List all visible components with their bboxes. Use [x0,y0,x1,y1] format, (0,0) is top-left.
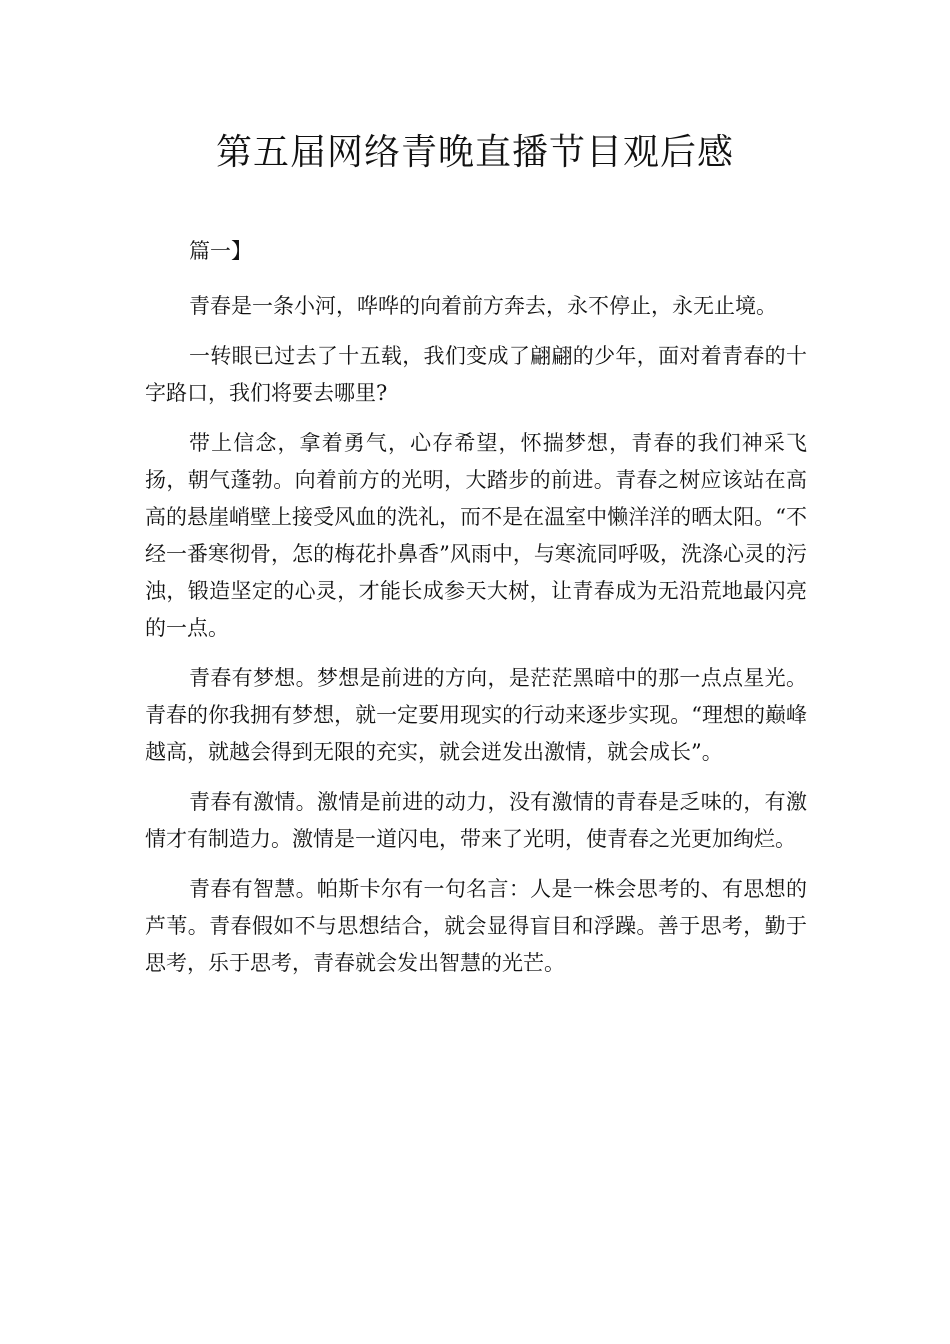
paragraph: 青春有智慧。帕斯卡尔有一句名言：人是一株会思考的、有思想的芦苇。青春假如不与思想结合，就会显得盲目和浮躁。善于思考，勤于思考，乐于思考，青春就会发出智慧的光芒。 [145,877,807,975]
section-heading: 篇一】 [189,239,252,263]
paragraph: 一转眼已过去了十五载，我们变成了翩翩的少年，面对着青春的十字路口，我们将要去哪里? [145,344,807,405]
paragraph: 带上信念，拿着勇气，心存希望，怀揣梦想，青春的我们神采飞扬，朝气蓬勃。向着前方的光明，大踏步的前进。青春之树应该站在高高的悬崖峭壁上接受风血的洗礼，而不是在温室中懒洋洋的晒太阳。“不经一番寒彻骨，怎的梅花扑鼻香”风雨中，与寒流同呼吸，洗涤心灵的污浊，锻造坚定的心灵，才能长成参天大树，让青春成为无沿荒地最闪亮的一点。 [145,431,807,640]
paragraph: 青春是一条小河，哗哗的向着前方奔去，永不停止，永无止境。 [189,294,777,318]
paragraph: 青春有梦想。梦想是前进的方向，是茫茫黑暗中的那一点点星光。青春的你我拥有梦想，就一定要用现实的行动来逐步实现。“理想的巅峰越高，就越会得到无限的充实，就会迸发出激情，就会成长”。 [145,666,807,764]
document-body [145,233,807,995]
document-title: 第五届网络青晚直播节目观后感 [215,132,734,173]
paragraph: 青春有激情。激情是前进的动力，没有激情的青春是乏味的，有激情才有制造力。激情是一道闪电，带来了光明，使青春之光更加绚烂。 [145,790,807,851]
